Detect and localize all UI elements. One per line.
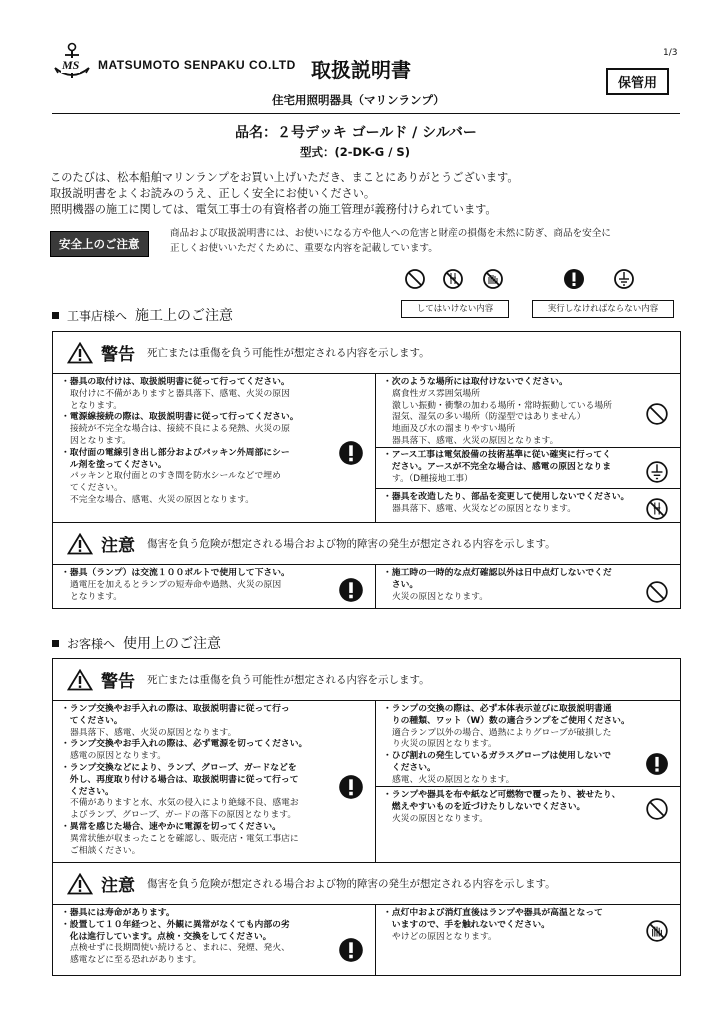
caution-triangle-icon bbox=[67, 533, 93, 555]
item-detail: 点検せずに長期間使い続けると、まれに、発煙、発火、 bbox=[70, 943, 290, 954]
item-heading: いますので、手を触れないでください。 bbox=[383, 919, 550, 930]
item-heading: てください。 bbox=[61, 715, 123, 726]
item-detail: 感電の原因となります。 bbox=[70, 751, 167, 762]
item-heading: ください。 bbox=[61, 786, 114, 797]
item-detail: 異常状態が収まったことを確認し、販売店・電気工事店に bbox=[70, 833, 299, 844]
warning-triangle-icon bbox=[67, 342, 93, 364]
safety-desc-line: 正しくお使いいただくために、重要な内容を記載しています。 bbox=[170, 243, 438, 254]
mandatory-icon bbox=[338, 937, 364, 963]
legend-mandatory: 実行しなければならない内容 bbox=[532, 300, 674, 318]
item-heading: ださい。アースが不完全な場合は、感電の原因となりま bbox=[383, 461, 612, 472]
item-heading: ・器具の取付けは、取扱説明書に従って行ってください。 bbox=[61, 377, 290, 387]
section-bullet bbox=[52, 640, 59, 647]
caution-left-items bbox=[61, 568, 331, 603]
row-divider bbox=[376, 488, 680, 489]
item-heading: ・器具（ランプ）は交流１００ボルトで使用して下さい。 bbox=[61, 568, 290, 578]
mandatory-icon bbox=[338, 577, 364, 603]
section-head-title: 施工上のご注意 bbox=[135, 308, 234, 324]
item-detail: 地面及び水の溜まりやすい場所 bbox=[392, 424, 516, 435]
ground-icon bbox=[645, 460, 669, 484]
item-detail: 腐食性ガス雰囲気場所 bbox=[392, 388, 480, 399]
caution-right-items bbox=[383, 908, 643, 943]
item-detail: 器具落下、感電、火災などの原因となります。 bbox=[392, 503, 577, 514]
caution-left-items bbox=[61, 908, 336, 967]
keep-label-box: 保管用 bbox=[606, 68, 669, 95]
item-heading: ・ランプ交換やお手入れの際は、必ず電源を切ってください。 bbox=[61, 739, 308, 750]
section-head-label: 工事店様へ bbox=[67, 309, 128, 323]
mandatory-icon bbox=[338, 440, 364, 466]
intro-line: このたびは、松本船舶マリンランプをお買い上げいただき、まことにありがとうございます。 bbox=[50, 171, 519, 184]
warning-triangle-icon bbox=[67, 669, 93, 691]
item-heading: ・異常を感じた場合、速やかに電源を切ってください。 bbox=[61, 821, 281, 832]
intro-text bbox=[50, 170, 519, 218]
company-name: MATSUMOTO SENPAKU CO.LTD bbox=[98, 58, 296, 72]
item-detail: 器具落下、感電、火災の原因となります。 bbox=[70, 727, 237, 738]
item-heading: ・取付面の電線引き出し部分およびパッキン外周部にシー bbox=[61, 447, 290, 458]
item-heading: りの種類、ワット（W）数の適合ランプをご使用ください。 bbox=[383, 715, 630, 726]
item-detail: てください。 bbox=[70, 483, 123, 494]
item-detail: 不完全な場合、感電、火災の原因となります。 bbox=[70, 494, 255, 505]
item-detail: 感電などに至る恐れがあります。 bbox=[70, 955, 202, 966]
company-logo bbox=[52, 42, 92, 82]
no-touch-icon bbox=[645, 919, 669, 943]
safety-notice-tag: 安全上のご注意 bbox=[50, 231, 149, 257]
page-number: 1/3 bbox=[663, 48, 678, 58]
item-heading: さい。 bbox=[383, 579, 419, 590]
header-rule bbox=[52, 113, 680, 114]
warning-label: 警告 bbox=[101, 345, 135, 365]
item-heading: ・アース工事は電気設備の技術基準に従い確実に行ってく bbox=[383, 450, 612, 460]
item-detail: となります。 bbox=[70, 591, 123, 602]
logo-monogram: MS bbox=[62, 58, 80, 72]
caution-label: 注意 bbox=[101, 876, 135, 896]
caution-desc: 傷害を負う危険が想定される場合および物的障害の発生が想定される内容を示します。 bbox=[147, 878, 556, 890]
intro-line: 照明機器の施工に関しては、電気工事士の有資格者の施工管理が義務付けられています。 bbox=[50, 203, 497, 216]
column-divider bbox=[375, 700, 376, 862]
warning-desc: 死亡または重傷を負う可能性が想定される内容を示します。 bbox=[147, 347, 430, 359]
item-heading: ください。 bbox=[383, 762, 436, 773]
section-head-label: お客様へ bbox=[67, 637, 116, 651]
prohibit-icon bbox=[645, 580, 669, 604]
item-detail: 接続が不完全な場合は、接続不良による発熱、火災の原 bbox=[70, 424, 290, 435]
item-heading: ・ランプ交換などにより、ランプ、グローブ、ガードなどを bbox=[61, 762, 297, 773]
warning-left-items bbox=[61, 704, 336, 857]
product-model: 型式：(2-DK-G / S) bbox=[300, 145, 410, 159]
section-customer-head bbox=[52, 633, 221, 653]
warning-right-items bbox=[383, 492, 643, 516]
column-divider bbox=[375, 564, 376, 608]
prohibit-icon bbox=[404, 268, 426, 290]
item-detail: やけどの原因となります。 bbox=[392, 931, 497, 942]
warning-right-items bbox=[383, 704, 643, 787]
product-name: 品名：２号デッキ ゴールド / シルバー bbox=[235, 125, 477, 141]
item-detail: 感電、火災の原因となります。 bbox=[392, 774, 515, 785]
item-heading: ・施工時の一時的な点灯確認以外は日中点灯しないでくだ bbox=[383, 568, 612, 578]
mandatory-icon bbox=[645, 752, 669, 776]
item-heading: ・器具を改造したり、部品を変更して使用しないでください。 bbox=[383, 492, 630, 502]
section1-frame bbox=[52, 331, 681, 609]
item-heading: ・器具には寿命があります。 bbox=[61, 908, 175, 918]
item-detail: 湿気、湿気の多い場所（防湿型ではありません） bbox=[392, 412, 586, 423]
item-detail: 器具落下、感電、火災の原因となります。 bbox=[392, 435, 559, 446]
caution-label: 注意 bbox=[101, 536, 135, 556]
item-detail: 火災の原因となります。 bbox=[392, 813, 489, 824]
item-detail: 不備がありますと水、水気の侵入により絶縁不良、感電お bbox=[70, 798, 299, 809]
item-detail: 火災の原因となります。 bbox=[392, 591, 489, 602]
no-touch-icon bbox=[482, 268, 504, 290]
safety-desc-line: 商品および取扱説明書には、お使いになる方や他人への危害と財産の損傷を未然に防ぎ、商品を安全に bbox=[170, 228, 611, 239]
warning-header bbox=[53, 332, 680, 374]
item-detail: よびランプ、グローブ、ガードの落下の原因となります。 bbox=[70, 810, 297, 821]
item-heading: 外し、再度取り付ける場合は、取扱説明書に従って行って bbox=[61, 774, 299, 785]
caution-header bbox=[53, 522, 680, 565]
item-detail: 適合ランプ以外の場合、過熱によりグローブが破損した bbox=[392, 727, 612, 738]
item-heading: ・設置して１０年経つと、外観に異常がなくても内部の劣 bbox=[61, 919, 290, 930]
ground-icon bbox=[613, 268, 635, 290]
caution-header bbox=[53, 862, 680, 905]
item-heading: ・ランプ交換やお手入れの際は、取扱説明書に従って行っ bbox=[61, 704, 290, 714]
section-contractor-head bbox=[52, 305, 233, 325]
item-heading: ・次のような場所には取付けないでください。 bbox=[383, 377, 568, 387]
item-heading: ・点灯中および消灯直後はランプや器具が高温となって bbox=[383, 908, 603, 918]
caution-triangle-icon bbox=[67, 873, 93, 895]
no-disassemble-icon bbox=[645, 497, 669, 521]
document-title: 取扱説明書 bbox=[311, 58, 411, 82]
column-divider bbox=[375, 904, 376, 975]
section-head-title: 使用上のご注意 bbox=[123, 636, 222, 652]
mandatory-icon bbox=[563, 268, 585, 290]
prohibit-icon bbox=[645, 797, 669, 821]
item-detail: り火災の原因となります。 bbox=[392, 739, 497, 750]
warning-right-items bbox=[383, 377, 643, 448]
item-detail: 因となります。 bbox=[70, 435, 131, 446]
no-disassemble-icon bbox=[442, 268, 464, 290]
item-detail: す。（D種接地工事） bbox=[392, 473, 473, 484]
item-detail: 取付けに不備がありますと器具落下、感電、火災の原因 bbox=[70, 388, 290, 399]
item-heading: ・ランプの交換の際は、必ず本体表示並びに取扱説明書通 bbox=[383, 704, 612, 714]
section-bullet bbox=[52, 312, 59, 319]
prohibit-icon bbox=[645, 402, 669, 426]
warning-right-items bbox=[383, 450, 643, 485]
document-subtitle: 住宅用照明器具（マリンランプ） bbox=[272, 93, 445, 107]
section2-frame bbox=[52, 658, 681, 976]
item-detail: 過電圧を加えるとランプの短寿命や過熱、火災の原因 bbox=[70, 579, 282, 590]
item-heading: 燃えやすいものを近づけたりしないでください。 bbox=[383, 801, 586, 812]
item-heading: ル剤を塗ってください。 bbox=[61, 459, 167, 470]
item-detail: ご相談ください。 bbox=[70, 845, 141, 856]
caution-desc: 傷害を負う危険が想定される場合および物的障害の発生が想定される内容を示します。 bbox=[147, 538, 556, 550]
legend-prohibit: してはいけない内容 bbox=[401, 300, 509, 318]
warning-header bbox=[53, 659, 680, 701]
item-heading: ・ひび割れの発生しているガラスグローブは使用しないで bbox=[383, 751, 612, 762]
item-heading: 化は進行しています。点検・交換をしてください。 bbox=[61, 931, 272, 942]
safety-notice-desc bbox=[170, 226, 611, 256]
item-detail: 激しい振動・衝撃の加わる場所・常時振動している場所 bbox=[392, 400, 612, 411]
item-detail: となります。 bbox=[70, 400, 123, 411]
warning-desc: 死亡または重傷を負う可能性が想定される内容を示します。 bbox=[147, 674, 430, 686]
intro-line: 取扱説明書をよくお読みのうえ、正しく安全にお使いください。 bbox=[50, 187, 376, 200]
warning-left-items bbox=[61, 377, 331, 507]
warning-label: 警告 bbox=[101, 672, 135, 692]
item-heading: ・電源線接続の際は、取扱説明書に従って行ってください。 bbox=[61, 412, 299, 423]
mandatory-icon bbox=[338, 774, 364, 800]
item-detail: パッキンと取付面とのすき間を防水シールなどで埋め bbox=[70, 471, 281, 482]
caution-right-items bbox=[383, 568, 643, 603]
item-heading: ・ランプや器具を布や紙など可燃物で覆ったり、被せたり、 bbox=[383, 790, 621, 800]
warning-right-items bbox=[383, 790, 643, 825]
